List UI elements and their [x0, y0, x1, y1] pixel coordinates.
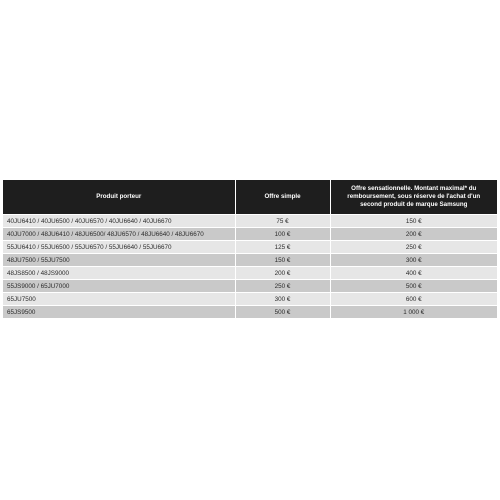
- product-cell: 65JS9500: [3, 306, 235, 319]
- table-row: [3, 293, 497, 306]
- product-cell: 55JS9000 / 65JU7000: [3, 280, 235, 293]
- offer-table: [3, 180, 497, 318]
- sensational-offer-cell: 250 €: [330, 241, 497, 254]
- table-row: [3, 306, 497, 319]
- product-cell: 48JS8500 / 48JS9000: [3, 267, 235, 280]
- product-cell: 48JU7500 / 55JU7500: [3, 254, 235, 267]
- simple-offer-cell: 200 €: [235, 267, 330, 280]
- product-cell: 65JU7500: [3, 293, 235, 306]
- simple-offer-cell: 500 €: [235, 306, 330, 319]
- product-cell: 55JU6410 / 55JU6500 / 55JU6570 / 55JU6640 / 55JU6670: [3, 241, 235, 254]
- simple-offer-cell: 125 €: [235, 241, 330, 254]
- table-row: [3, 215, 497, 228]
- table-header: [3, 180, 497, 215]
- header-sensational-offer: Offre sensationnelle. Montant maximal* du remboursement, sous réserve de l'achat d'un second produit de marque Samsung: [330, 180, 497, 215]
- simple-offer-cell: 100 €: [235, 228, 330, 241]
- sensational-offer-cell: 400 €: [330, 267, 497, 280]
- simple-offer-cell: 250 €: [235, 280, 330, 293]
- table-row: [3, 254, 497, 267]
- sensational-offer-cell: 150 €: [330, 215, 497, 228]
- header-product: Produit porteur: [3, 180, 235, 215]
- table-row: [3, 280, 497, 293]
- sensational-offer-cell: 1 000 €: [330, 306, 497, 319]
- header-row: [3, 180, 497, 215]
- sensational-offer-cell: 600 €: [330, 293, 497, 306]
- simple-offer-cell: 300 €: [235, 293, 330, 306]
- simple-offer-cell: 75 €: [235, 215, 330, 228]
- table-row: [3, 228, 497, 241]
- header-simple-offer: Offre simple: [235, 180, 330, 215]
- product-cell: 40JU6410 / 40JU6500 / 40JU6570 / 40JU6640 / 40JU6670: [3, 215, 235, 228]
- sensational-offer-cell: 200 €: [330, 228, 497, 241]
- table-body: [3, 215, 497, 319]
- simple-offer-cell: 150 €: [235, 254, 330, 267]
- table-row: [3, 267, 497, 280]
- product-cell: 40JU7000 / 48JU6410 / 48JU6500/ 48JU6570 / 48JU6640 / 48JU6670: [3, 228, 235, 241]
- table-row: [3, 241, 497, 254]
- sensational-offer-cell: 300 €: [330, 254, 497, 267]
- sensational-offer-cell: 500 €: [330, 280, 497, 293]
